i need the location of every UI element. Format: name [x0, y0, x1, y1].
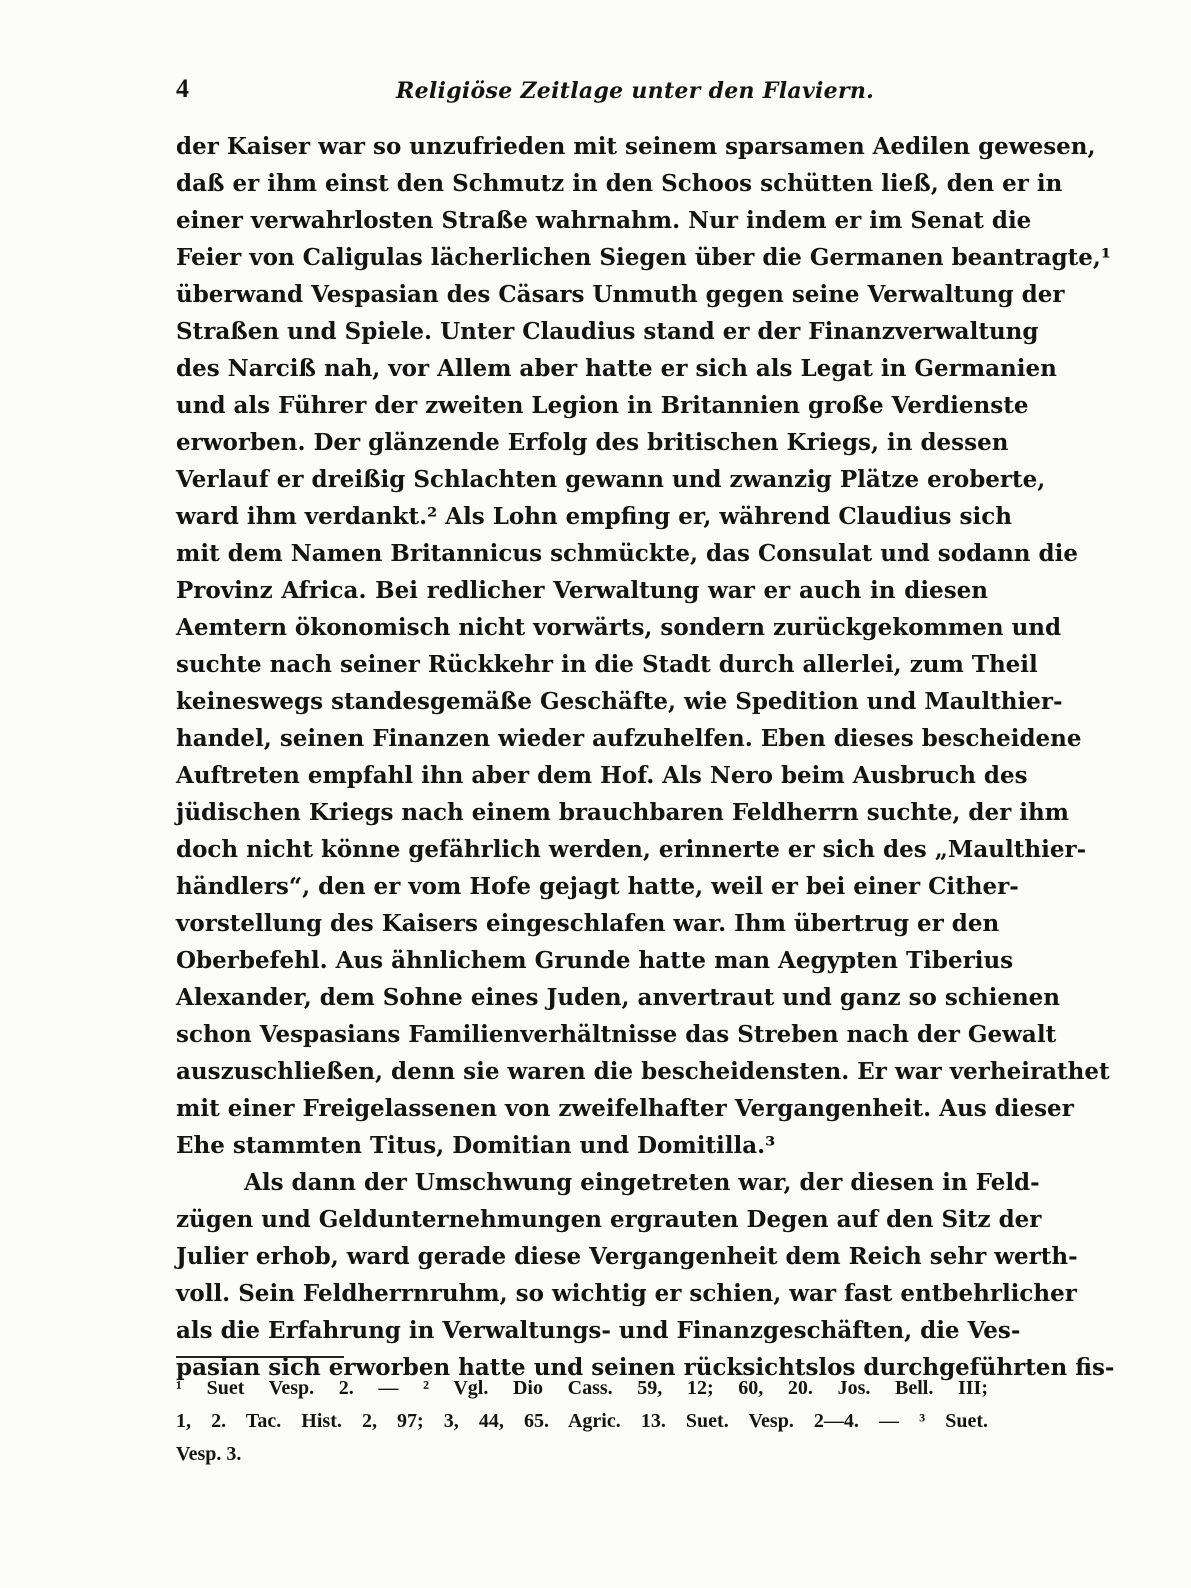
text-line: Aemtern ökonomisch nicht vorwärts, sondern zurückgekommen und: [176, 614, 1062, 641]
text-line: schon Vespasians Familienverhältnisse das Streben nach der Gewalt: [176, 1021, 1057, 1048]
text-line: zügen und Geldunternehmungen ergrauten Degen auf den Sitz der: [176, 1206, 1042, 1233]
text-line: auszuschließen, denn sie waren die bescheidensten. Er war verheirathet: [176, 1058, 1110, 1085]
text-line: Feier von Caligulas lächerlichen Siegen über die Germanen beantragte,¹: [176, 244, 1111, 271]
text-line: des Narciß nah, vor Allem aber hatte er sich als Legat in Germanien: [176, 355, 1057, 382]
page-header: [176, 74, 988, 114]
text-line: jüdischen Kriegs nach einem brauchbaren Feldherrn suchte, der ihm: [176, 799, 1070, 826]
text-line: als die Erfahrung in Verwaltungs- und Finanzgeschäften, die Ves-: [176, 1317, 1021, 1344]
footnote-line: Vesp. 3.: [176, 1443, 242, 1465]
text-line: überwand Vespasian des Cäsars Unmuth gegen seine Verwaltung der: [176, 281, 1065, 308]
text-line: suchte nach seiner Rückkehr in die Stadt durch allerlei, zum Theil: [176, 651, 1038, 678]
text-line: Provinz Africa. Bei redlicher Verwaltung war er auch in diesen: [176, 577, 988, 604]
text-line: vorstellung des Kaisers eingeschlafen war. Ihm übertrug er den: [176, 910, 1000, 937]
footnote-divider: [176, 1356, 344, 1358]
text-line: voll. Sein Feldherrnruhm, so wichtig er schien, war fast entbehrlicher: [176, 1280, 1077, 1307]
text-line: der Kaiser war so unzufrieden mit seinem sparsamen Aedilen gewesen,: [176, 133, 1096, 160]
text-line: mit einer Freigelassenen von zweifelhafter Vergangenheit. Aus dieser: [176, 1095, 1074, 1122]
body-text: [176, 128, 1115, 1386]
text-line: Alexander, dem Sohne eines Juden, anvertraut und ganz so schienen: [176, 984, 1061, 1011]
text-line: ward ihm verdankt.² Als Lohn empfing er, während Claudius sich: [176, 503, 1012, 530]
text-line: händlers“, den er vom Hofe gejagt hatte, weil er bei einer Cither-: [176, 873, 1019, 900]
text-line: Auftreten empfahl ihn aber dem Hof. Als Nero beim Ausbruch des: [176, 762, 1028, 789]
text-line: handel, seinen Finanzen wieder aufzuhelfen. Eben dieses bescheidene: [176, 725, 1082, 752]
text-line: erworben. Der glänzende Erfolg des britischen Kriegs, in dessen: [176, 429, 1009, 456]
footnote-line: 1, 2. Tac. Hist. 2, 97; 3, 44, 65. Agric. 13. Suet. Vesp. 2—4. — ³ Suet.: [176, 1410, 988, 1432]
text-line: Julier erhob, ward gerade diese Vergangenheit dem Reich sehr werth-: [176, 1243, 1078, 1270]
text-line: daß er ihm einst den Schmutz in den Schoos schütten ließ, den er in: [176, 170, 1063, 197]
running-head: Religiöse Zeitlage unter den Flaviern.: [396, 78, 875, 104]
text-line: Ehe stammten Titus, Domitian und Domitilla.³: [176, 1132, 776, 1159]
page-number: 4: [176, 74, 189, 103]
footnotes: [176, 1372, 988, 1471]
text-line: einer verwahrlosten Straße wahrnahm. Nur indem er im Senat die: [176, 207, 1032, 234]
text-line: Verlauf er dreißig Schlachten gewann und zwanzig Plätze eroberte,: [176, 466, 1046, 493]
text-line: und als Führer der zweiten Legion in Britannien große Verdienste: [176, 392, 1029, 419]
text-line: mit dem Namen Britannicus schmückte, das Consulat und sodann die: [176, 540, 1078, 567]
text-line: Als dann der Umschwung eingetreten war, der diesen in Feld-: [244, 1169, 1040, 1196]
text-line: pasian sich erworben hatte und seinen rücksichtslos durchgeführten fis-: [176, 1354, 1115, 1381]
text-line: doch nicht könne gefährlich werden, erinnerte er sich des „Maulthier-: [176, 836, 1087, 863]
footnote-line: ¹ Suet Vesp. 2. — ² Vgl. Dio Cass. 59, 12; 60, 20. Jos. Bell. III;: [176, 1377, 988, 1399]
text-line: Straßen und Spiele. Unter Claudius stand er der Finanzverwaltung: [176, 318, 1039, 345]
text-line: Oberbefehl. Aus ähnlichem Grunde hatte man Aegypten Tiberius: [176, 947, 1014, 974]
text-line: keineswegs standesgemäße Geschäfte, wie Spedition und Maulthier-: [176, 688, 1063, 715]
